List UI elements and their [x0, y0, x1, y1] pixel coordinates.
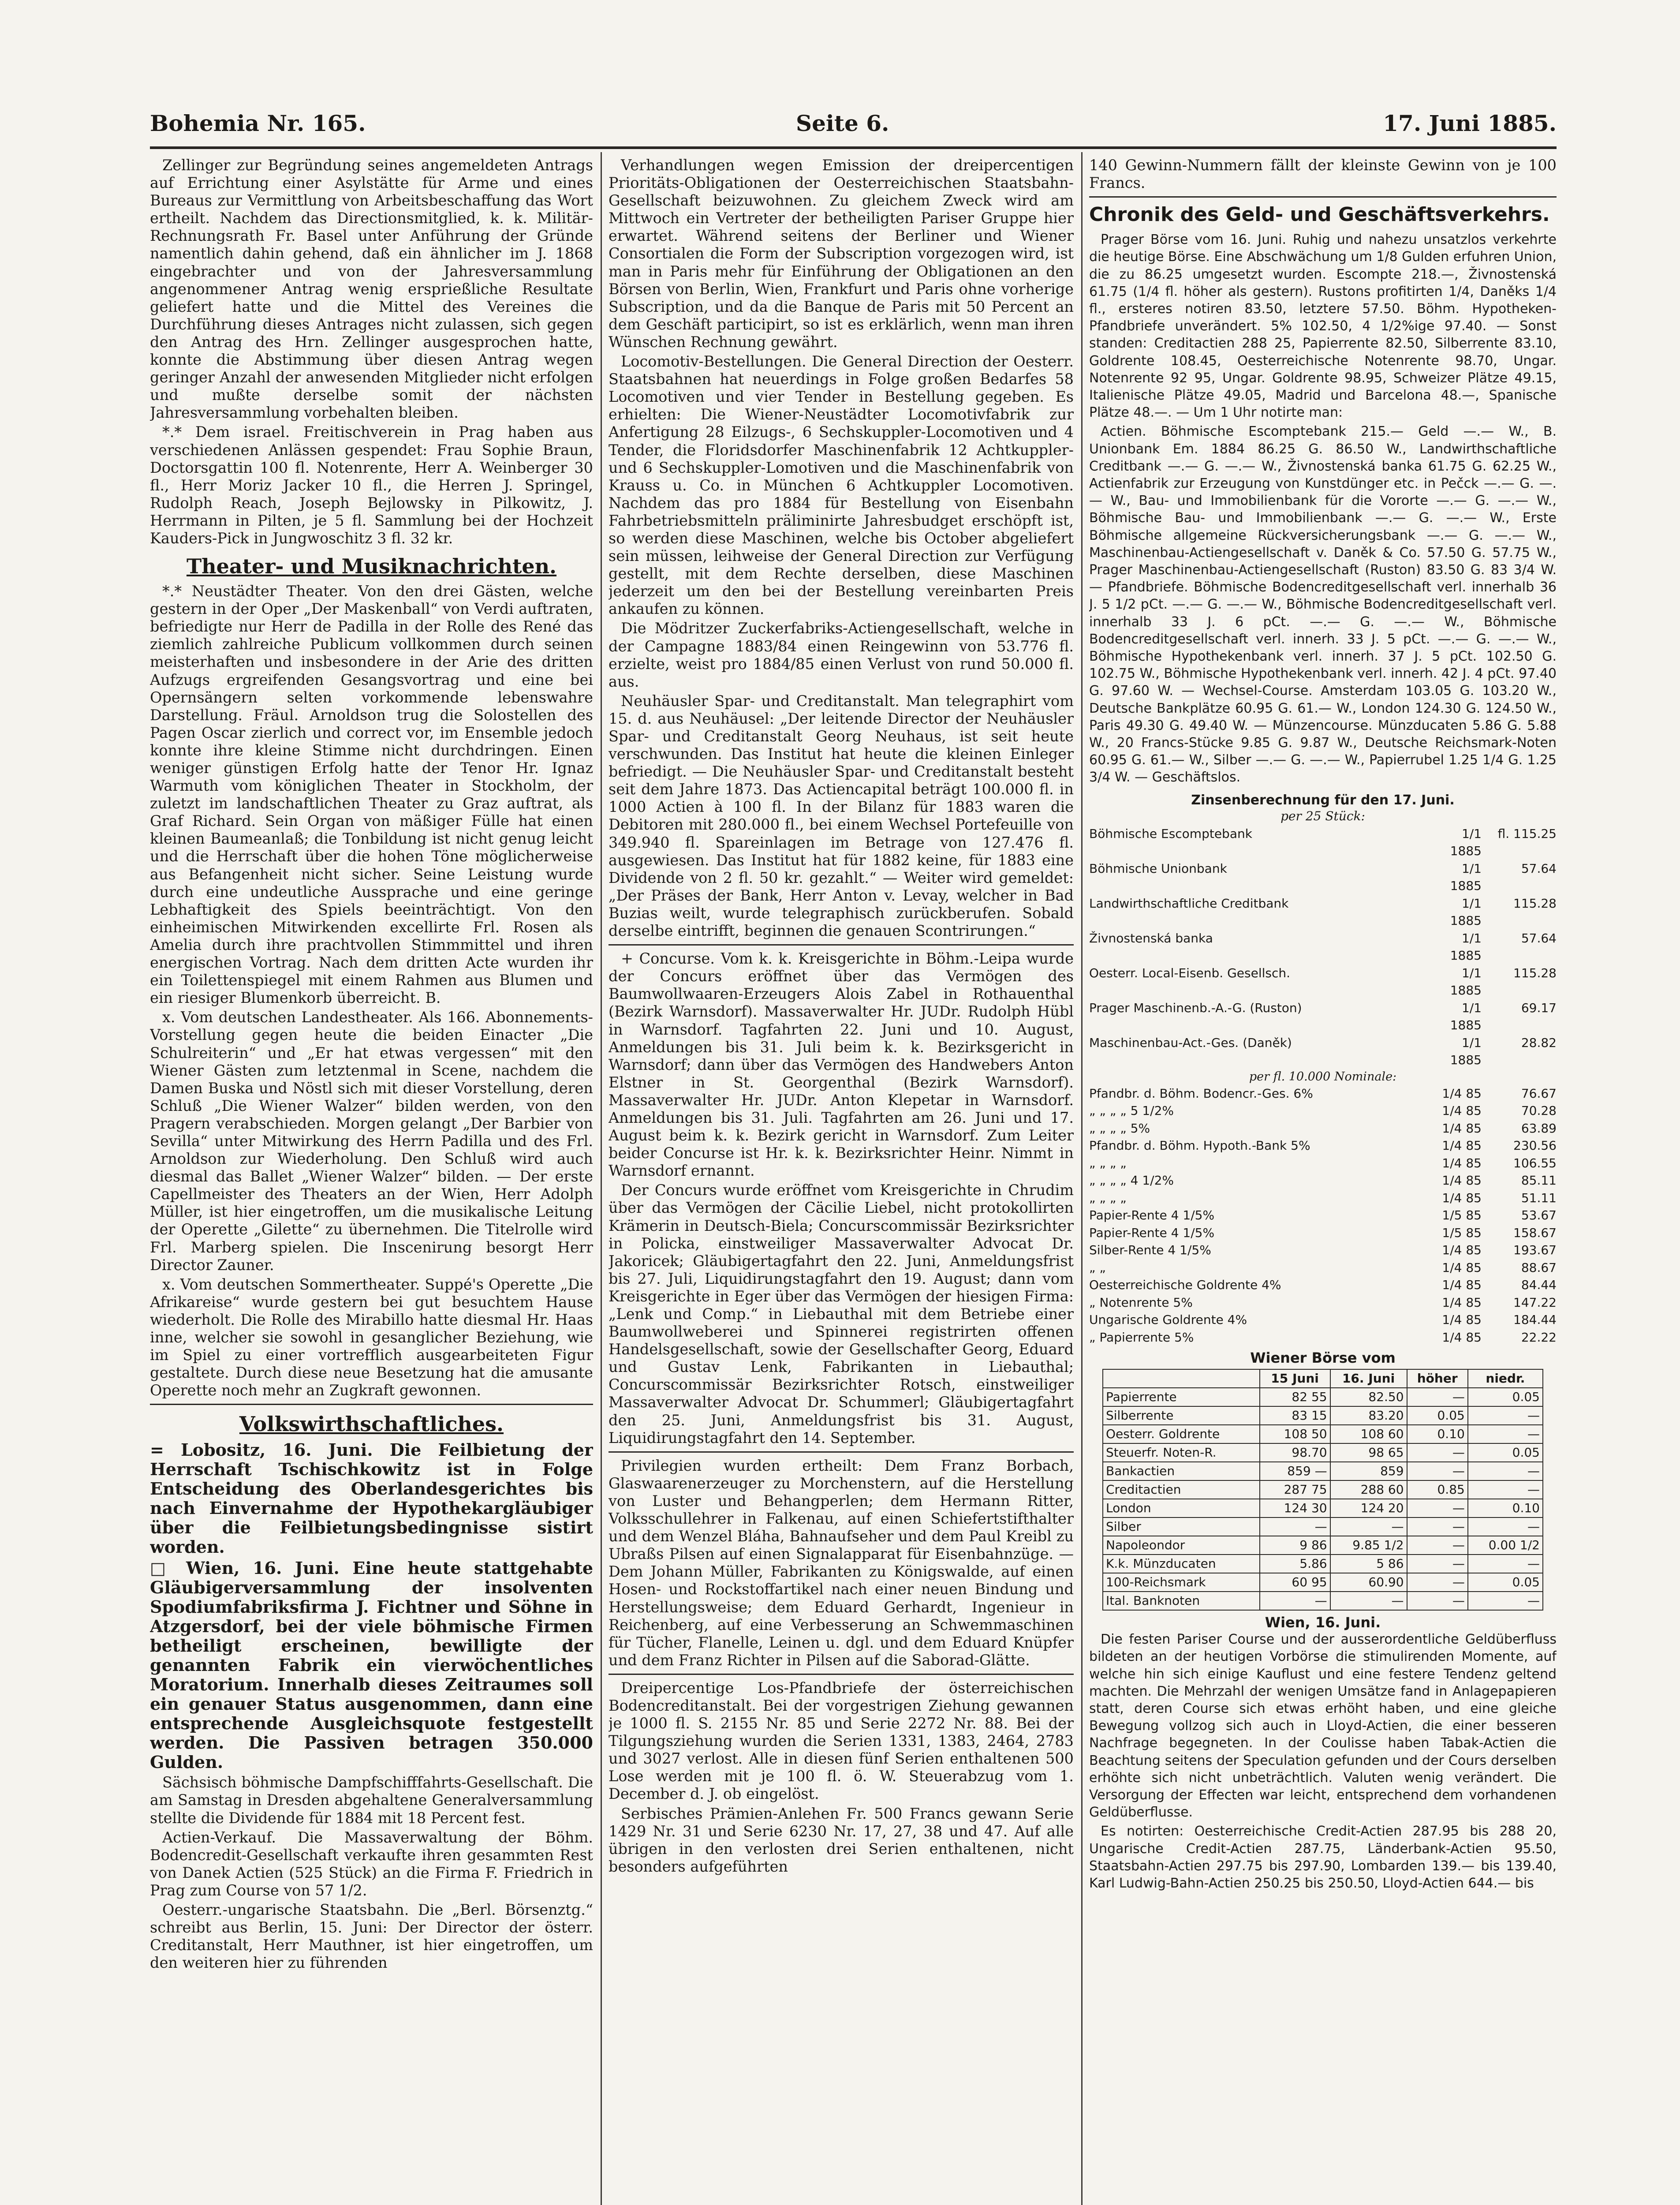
interest-value: 88.67	[1521, 1260, 1557, 1275]
table-cell: 0.00 1/2	[1468, 1536, 1543, 1555]
security-name: Böhmische Unionbank	[1089, 861, 1227, 876]
table-cell: 98.70	[1260, 1443, 1330, 1462]
interest-date: 1/5 85	[1442, 1225, 1482, 1240]
table-cell: 60.90	[1330, 1573, 1407, 1592]
table-cell: 82.50	[1330, 1388, 1407, 1406]
vienna-exchange-table	[1102, 1369, 1543, 1611]
table-cell: 9 86	[1260, 1536, 1330, 1555]
interest-row	[1089, 895, 1557, 930]
interest-value: 57.64	[1521, 861, 1557, 876]
security-name: Prager Maschinenb.-A.-G. (Ruston)	[1089, 1000, 1302, 1015]
table-row	[1103, 1443, 1543, 1462]
security-name: Oesterr. Goldrente	[1103, 1425, 1260, 1443]
interest-table	[1089, 825, 1557, 1069]
interest-row	[1089, 825, 1557, 860]
interest-row	[1089, 1172, 1557, 1189]
table-cell: —	[1407, 1555, 1468, 1573]
article-paragraph: + Concurse. Vom k. k. Kreisgerichte in Böhm.-Leipa wurde der Concurs eröffnet über das Vermögen des Baumwollwaaren-Erzeugers Alois Zabel in Rothauenthal (Bezirk Warnsdorf). Massaverwalter Hr. JUDr. Rudolph Hübl in Warnsdorf. Tagfahrten 22. Juni und 10. August, Anmeldungen bis 31. Juli beim k. k. Bezirksgericht in Warnsdorf; dann über das Vermögen des Handwebers Anton Elstner in St. Georgenthal (Bezirk Warnsdorf). Massaverwalter Hr. JUDr. Anton Klepetar in Warnsdorf. Anmeldungen bis 31. Juli. Tagfahrten am 26. Juni und 17. August beim k. k. Bezirk gericht in Warnsdorf. Zum Leiter beider Concurse ist Hr. k. k. Bezirksrichter Heinr. Nimmt in Warnsdorf ernannt.	[609, 950, 1074, 1180]
table-cell: —	[1260, 1592, 1330, 1610]
table-header: niedr.	[1468, 1369, 1543, 1388]
table-cell: —	[1260, 1517, 1330, 1536]
security-name: „ Notenrente 5%	[1089, 1295, 1193, 1310]
interest-value: 147.22	[1513, 1295, 1557, 1310]
table-header: höher	[1407, 1369, 1468, 1388]
security-name: „ „ „ „	[1089, 1155, 1127, 1170]
interest-row	[1089, 1155, 1557, 1172]
section-rule	[609, 1674, 1074, 1675]
table-cell: 0.10	[1468, 1499, 1543, 1517]
interest-date: 1/4 85	[1442, 1330, 1482, 1345]
interest-row	[1089, 1189, 1557, 1207]
table-row	[1103, 1573, 1543, 1592]
security-name: Papierrente	[1103, 1388, 1260, 1406]
article-paragraph: Sächsisch böhmische Dampfschifffahrts-Gesellschaft. Die am Samstag in Dresden abgehaltene Generalversammlung stellte die Dividende für 1884 mit 18 Percent fest.	[150, 1774, 593, 1827]
interest-value: 70.28	[1521, 1103, 1557, 1118]
security-name: Ungarische Goldrente 4%	[1089, 1312, 1247, 1327]
interest-row	[1089, 860, 1557, 895]
table-cell: —	[1468, 1425, 1543, 1443]
security-name: 100-Reichsmark	[1103, 1573, 1260, 1592]
table-cell: —	[1468, 1480, 1543, 1499]
table-cell: —	[1407, 1573, 1468, 1592]
section-title: Volkswirthschaftliches.	[239, 1412, 504, 1436]
interest-value: 184.44	[1513, 1312, 1557, 1327]
lottery-note: 140 Gewinn-Nummern fällt der kleinste Gewinn von je 100 Francs.	[1089, 157, 1557, 192]
prague-exchange-report	[1089, 231, 1557, 786]
article-paragraph: Serbisches Prämien-Anlehen Fr. 500 Francs gewann Serie 1429 Nr. 31 und Serie 6230 Nr. 17, 27, 38 und 47. Auf alle übrigen in den verlosten drei Serien enthaltenen, nicht besonders aufgeführten	[609, 1805, 1074, 1875]
table-cell: —	[1407, 1462, 1468, 1480]
interest-value: 84.44	[1521, 1278, 1557, 1293]
interest-value: 115.28	[1513, 965, 1557, 980]
table-cell: 0.05	[1468, 1443, 1543, 1462]
security-name: „ „ „ „	[1089, 1190, 1127, 1205]
interest-row	[1089, 999, 1557, 1034]
page-number: Seite 6.	[796, 110, 889, 136]
article-paragraph: Privilegien wurden ertheilt: Dem Franz Borbach, Glaswaarenerzeuger zu Morchenstern, auf die Herstellung von Luster und Behangperlen; dem Hermann Ritter, Volksschullehrer in Falkenau, auf einen Schiefertstifthalter und dem Wenzel Bláha, Bahnaufseher und dem Paul Kreibl zu Ubraßs Pilsen auf einen Signalapparat für Eisenbahnzüge. — Dem Johann Müller, Fabrikanten zu Königswalde, auf einen Hosen- und Rockstoffartikel nach einer neuen Bindung und Herstellungsweise; dem Eduard Gerhardt, Ingenieur in Reichenberg, auf eine Verbesserung an Schwemmaschinen für Tücher, Flanelle, Leinen u. dgl. und dem Eduard Knüpfer und dem Franz Richter in Pilsen auf die Saborad-Glätte.	[609, 1457, 1074, 1669]
interest-row	[1089, 1241, 1557, 1259]
interest-row	[1089, 1259, 1557, 1277]
table-cell: 0.10	[1407, 1425, 1468, 1443]
security-name: „ Papierrente 5%	[1089, 1330, 1194, 1345]
news-item: □ Wien, 16. Juni. Eine heute stattgehabte Gläubigerversammlung der insolventen Spodiumfabriksfirma J. Fichtner und Söhne in Atzgersdorf, bei der viele böhmische Firmen betheiligt erscheinen, bewilligte der genannten Fabrik ein vierwöchentliches Moratorium. Innerhalb dieses Zeitraumes soll ein genauer Status ausgenommen, dann eine entsprechende Ausgleichsquote festgestellt werden. Die Passiven betragen 350.000 Gulden.	[150, 1558, 593, 1772]
interest-date: 1/1 1885	[1450, 826, 1482, 859]
column-divider-2	[1081, 152, 1083, 2205]
table-cell: —	[1407, 1443, 1468, 1462]
table-cell: —	[1468, 1462, 1543, 1480]
interest-table-subtitle-2: per fl. 10.000 Nominale:	[1249, 1069, 1397, 1084]
security-name: Pfandbr. d. Böhm. Hypoth.-Bank 5%	[1089, 1138, 1310, 1153]
report-paragraph: Es notirten: Oesterreichische Credit-Actien 287.95 bis 288 20, Ungarische Credit-Actien 287.75, Länderbank-Actien 95.50, Staatsbahn-Actien 297.75 bis 297.90, Lombarden 139.— bis 139.40, Karl Ludwig-Bahn-Actien 250.25 bis 250.50, Lloyd-Actien 644.— bis	[1089, 1824, 1557, 1891]
article-paragraph: Actien-Verkauf. Die Massaverwaltung der Böhm. Bodencredit-Gesellschaft verkaufte ihren gesammten Rest von Danek Actien (525 Stück) an die Firma F. Friedrich in Prag zum Course von 57 1/2.	[150, 1828, 593, 1899]
table-cell: 124 20	[1330, 1499, 1407, 1517]
security-name: Ital. Banknoten	[1103, 1592, 1260, 1610]
table-cell: —	[1407, 1499, 1468, 1517]
interest-row	[1089, 1102, 1557, 1120]
interest-value: 158.67	[1513, 1225, 1557, 1240]
article-paragraph: x. Vom deutschen Landestheater. Als 166. Abonnements-Vorstellung gegen heute die beiden Einacter „Die Schulreiterin“ und „Er hat etwas vergessen“ mit den Wiener Gästen zum letztenmal in Scene, nachdem die Damen Buska und Nöstl sich mit dieser Vorstellung, deren Schluß „Die Wiener Walzer“ bilden werden, von den Pragern verabschieden. Morgen gelangt „Der Barbier von Sevilla“ unter Mitwirkung des Herrn Padilla und des Frl. Arnoldson zur Wiederholung. Den Schluß wird auch diesmal das Ballet „Wiener Walzer“ bilden. — Der erste Capellmeister des Theaters an der Wien, Herr Adolph Müller, ist hier eingetroffen, um die musikalische Leitung der Operette „Gilette“ zu übernehmen. Die Titelrolle wird Frl. Marberg spielen. Die Inscenirung besorgt Herr Director Zauner.	[150, 1009, 593, 1274]
table-row	[1103, 1536, 1543, 1555]
table-header: 16. Juni	[1330, 1369, 1407, 1388]
article-paragraph: *.* Dem israel. Freitischverein in Prag haben aus verschiedenen Anlässen gespendet: Frau Sophie Braun, Doctorsgattin 100 fl. Notenrente, Herr A. Weinberger 30 fl., Herr Moriz Jacker 10 fl., die Herren J. Springel, Rudolph Reach, Joseph Bejlowsky in Pilkowitz, J. Herrmann in Pilten, je 5 fl. Sammlung bei der Hochzeit Kauders-Pick in Jungwoschitz 3 fl. 32 kr.	[150, 423, 593, 547]
security-name: Napoleondor	[1103, 1536, 1260, 1555]
interest-value: 51.11	[1521, 1190, 1557, 1205]
interest-value: 22.22	[1521, 1330, 1557, 1345]
article-paragraph: x. Vom deutschen Sommertheater. Suppé's Operette „Die Afrikareise“ wurde gestern bei gut besuchtem Hause wiederholt. Die Rolle des Mirabillo hatte diesmal Hr. Haas inne, welcher sie sowohl in gesanglicher Beziehung, wie im Spiel zu einer vortrefflich ausgearbeiteten Figur gestaltete. Durch diese neue Besetzung hat die amusante Operette noch mehr an Zugkraft gewonnen.	[150, 1275, 593, 1399]
table-cell: 108 50	[1260, 1425, 1330, 1443]
section-title: Theater- und Musiknachrichten.	[186, 554, 557, 579]
interest-row	[1089, 1137, 1557, 1155]
column-1	[150, 157, 593, 2205]
interest-date: 1/4 85	[1442, 1155, 1482, 1170]
column-divider-1	[601, 152, 602, 2205]
table-cell: —	[1330, 1517, 1407, 1536]
table-cell: 98 65	[1330, 1443, 1407, 1462]
table-cell: —	[1468, 1592, 1543, 1610]
table-row	[1103, 1406, 1543, 1425]
security-name: Steuerfr. Noten-R.	[1103, 1443, 1260, 1462]
table-cell: 288 60	[1330, 1480, 1407, 1499]
article-paragraph: Der Concurs wurde eröffnet vom Kreisgerichte in Chrudim über das Vermögen der Cäcilie Liebel, nicht protokollirten Krämerin in Deutsch-Biela; Concurscommissär Bezirksrichter in Policka, einstweiliger Massaverwalter Advocat Dr. Jakoricek; Gläubigertagfahrt den 22. Juni, Anmeldungsfrist bis 27. Juli, Liquidirungstagfahrt den 19. August; dann vom Kreisgerichte in Eger über das Vermögen der hiesigen Firma: „Lenk und Comp.“ in Liebauthal mit dem Betriebe einer Baumwollweberei und Spinnerei registrirten offenen Handelsgesellschaft, sowie der Gesellschafter Georg, Eduard und Gustav Lenk, Fabrikanten in Liebauthal; Concurscommissär Bezirksrichter Rotsch, einstweiliger Massaverwalter Advocat Dr. Schummerl; Gläubigertagfahrt den 25. Juni, Anmeldungsfrist bis 31. August, Liquidirungstagfahrt den 14. September.	[609, 1181, 1074, 1446]
security-name: Pfandbr. d. Böhm. Bodencr.-Ges. 6%	[1089, 1086, 1313, 1101]
interest-value: 230.56	[1513, 1138, 1557, 1153]
interest-value: 28.82	[1521, 1035, 1557, 1050]
table-cell: 859 —	[1260, 1462, 1330, 1480]
table-row	[1103, 1425, 1543, 1443]
interest-row	[1089, 1311, 1557, 1329]
vienna-report	[1089, 1631, 1557, 1892]
vienna-report-title: Wien, 16. Juni.	[1265, 1614, 1381, 1631]
table-cell: 83.20	[1330, 1406, 1407, 1425]
interest-value: 106.55	[1513, 1155, 1557, 1170]
interest-date: 1/4 85	[1442, 1173, 1482, 1188]
security-name: „ „	[1089, 1260, 1106, 1275]
interest-date: 1/4 85	[1442, 1295, 1482, 1310]
security-name: Papier-Rente 4 1/5%	[1089, 1208, 1215, 1223]
interest-row	[1089, 1120, 1557, 1137]
article-paragraph: Verhandlungen wegen Emission der dreipercentigen Prioritäts-Obligationen der Oesterreichischen Staatsbahn-Gesellschaft beizuwohnen. Zu gleichem Zweck wird am Mittwoch ein Vertreter der betheiligten Pariser Gruppe hier erwartet. Während seitens der Berliner und Wiener Consortialen die Form der Subscription vorgezogen wird, ist man in Paris mehr für Einführung der Obligationen an den Börsen von Berlin, Wien, Frankfurt und Paris ohne vorherige Subscription, und da die Banque de Paris mit 50 Percent an dem Geschäft participirt, so ist es erklärlich, wenn man ihren Wünschen Rechnung gewährt.	[609, 157, 1074, 351]
table-row	[1103, 1555, 1543, 1573]
table-cell: 83 15	[1260, 1406, 1330, 1425]
interest-date: 1/1 1885	[1450, 896, 1482, 928]
table-cell: —	[1407, 1536, 1468, 1555]
interest-date: 1/4 85	[1442, 1103, 1482, 1118]
interest-date: 1/4 85	[1442, 1190, 1482, 1205]
interest-row	[1089, 1207, 1557, 1224]
table-cell: 5 86	[1330, 1555, 1407, 1573]
security-name: K.k. Münzducaten	[1103, 1555, 1260, 1573]
security-name: Oesterr. Local-Eisenb. Gesellsch.	[1089, 965, 1291, 980]
section-title-chronik: Chronik des Geld- und Geschäftsverkehrs.	[1089, 203, 1550, 226]
table-cell: —	[1468, 1406, 1543, 1425]
interest-table-title: Zinsenberechnung für den 17. Juni.	[1191, 792, 1455, 808]
table-cell: —	[1330, 1592, 1407, 1610]
table-row	[1103, 1592, 1543, 1610]
interest-date: 1/5 85	[1442, 1208, 1482, 1223]
article-paragraph: Locomotiv-Bestellungen. Die General Direction der Oesterr. Staatsbahnen hat neuerdings in Folge großen Bedarfes 58 Locomotiven und vier Tender in Bestellung gegeben. Es erhielten: Die Wiener-Neustädter Locomotivfabrik zur Anfertigung 28 Eilzugs-, 6 Sechskuppler-Locomotiven und 4 Tender, die Floridsdorfer Maschinenfabrik 12 Achtkuppler- und 6 Sechskuppler-Lomotiven und die Maschinenfabrik von Krauss u. Co. in München 6 Achtkuppler Locomotiven. Nachdem das pro 1884 für Bestellung von Eisenbahn Fahrbetriebsmitteln präliminirte Jahresbudget erschöpft ist, so werden diese Maschinen, welche bis October abgeliefert sein müssen, leihweise der General Direction zur Verfügung gestellt, mit dem Rechte derselben, diese Maschinen jederzeit um den bei der Bestellung vereinbarten Preis ankaufen zu können.	[609, 353, 1074, 618]
interest-row	[1089, 1294, 1557, 1312]
security-name: Oesterreichische Goldrente 4%	[1089, 1278, 1281, 1293]
table-cell: —	[1407, 1388, 1468, 1406]
security-name: Silber-Rente 4 1/5%	[1089, 1243, 1211, 1258]
section-rule	[609, 1451, 1074, 1453]
report-paragraph: Die festen Pariser Course und der ausserordentliche Geldüberfluss bildeten an der heutigen Vorbörse die stimulirenden Momente, auf welche hin sich einige Kauflust und eine festere Tendenz geltend machten. Die Mehrzahl der wenigen Umsätze fand in Anlagepapieren statt, deren Course sich etwas erhöht haben, und eine gleiche Bewegung vollzog sich auch in Lloyd-Actien, die einer besseren Nachfrage begegneten. In der Coulisse haben Tabak-Actien die Beachtung seitens der Speculation gefunden und der Cours derselben erhöhte sich nicht unbeträchtlich. Valuten wenig verändert. Die Versorgung der Effecten war leicht, entsprechend dem vorhandenen Geldüberflusse.	[1089, 1632, 1557, 1820]
table-cell: 287 75	[1260, 1480, 1330, 1499]
table-row	[1103, 1480, 1543, 1499]
interest-value: 63.89	[1521, 1121, 1557, 1136]
article-paragraph: Oesterr.-ungarische Staatsbahn. Die „Berl. Börsenztg.“ schreibt aus Berlin, 15. Juni: Der Director der österr. Creditanstalt, Herr Mauthner, ist hier eingetroffen, um den weiteren hier zu führenden	[150, 1901, 593, 1972]
table-row	[1103, 1517, 1543, 1536]
table-cell: 82 55	[1260, 1388, 1330, 1406]
interest-date: 1/4 85	[1442, 1278, 1482, 1293]
interest-row	[1089, 1085, 1557, 1102]
security-name: Silberrente	[1103, 1406, 1260, 1425]
column-3	[1089, 157, 1557, 2205]
table-cell: 0.05	[1407, 1406, 1468, 1425]
security-name: Maschinenbau-Act.-Ges. (Daněk)	[1089, 1035, 1292, 1050]
exchange-paragraph: Prager Börse vom 16. Juni. Ruhig und nahezu unsatzlos verkehrte die heutige Börse. Eine Abschwächung um 1/8 Gulden erfuhren Union, die zu 86.25 umgesetzt wurden. Escompte 218.—, Živnostenská 61.75 (1/4 fl. höher als gestern). Rustons profitirten 1/4, Daněks 1/4 fl., ersteres notiren 83.50, letztere 57.50. Böhm. Hypotheken-Pfandbriefe unverändert. 5% 102.50, 4 1/2%ige 97.40. — Sonst standen: Creditactien 288 25, Papierrente 82.50, Silberrente 83.10, Goldrente 108.45, Oesterreichische Notenrente 98.70, Ungar. Notenrente 92 95, Ungar. Goldrente 98.95, Schweizer Plätze 49.15, Italienische Plätze 49.05, Madrid und Barcelona 48.—, Spanische Plätze 48.—. — Um 1 Uhr notirte man:	[1089, 232, 1557, 421]
interest-row	[1089, 964, 1557, 999]
vienna-exchange-title: Wiener Börse vom	[1250, 1349, 1396, 1367]
interest-row	[1089, 930, 1557, 964]
table-cell: 124 30	[1260, 1499, 1330, 1517]
article-paragraph: Dreipercentige Los-Pfandbriefe der österreichischen Bodencreditanstalt. Bei der vorgestrigen Ziehung gewannen je 1000 fl. S. 2155 Nr. 85 und Serie 2272 Nr. 88. Bei der Tilgungsziehung wurden die Serien 1331, 1383, 2464, 2783 und 3027 verlost. Alle in diesen fünf Serien enthaltenen 500 Lose werden mit je 100 fl. ö. W. Steuerabzug vom 1. December d. J. ob eingelöst.	[609, 1679, 1074, 1803]
security-name: Landwirthschaftliche Creditbank	[1089, 896, 1289, 911]
interest-table-subtitle: per 25 Stück:	[1281, 808, 1365, 823]
security-name: „ „ „ „ 5%	[1089, 1121, 1150, 1136]
table-cell: 108 60	[1330, 1425, 1407, 1443]
interest-value: fl. 115.25	[1497, 826, 1557, 841]
interest-date: 1/1 1885	[1450, 931, 1482, 963]
issue-date: 17. Juni 1885.	[1383, 110, 1557, 136]
page-header	[150, 110, 1557, 146]
security-name: Bankactien	[1103, 1462, 1260, 1480]
security-name: „ „ „ „ 5 1/2%	[1089, 1103, 1174, 1118]
table-cell: 0.85	[1407, 1480, 1468, 1499]
table-header	[1103, 1369, 1260, 1388]
table-row	[1103, 1499, 1543, 1517]
header-rule	[150, 146, 1557, 149]
article-paragraph: *.* Neustädter Theater. Von den drei Gästen, welche gestern in der Oper „Der Maskenball“ von Verdi auftraten, befriedigte nur Herr de Padilla in der Rolle des René das ziemlich zahlreiche Publicum vollkommen durch seinen meisterhaften und insbesondere in der Arie des dritten Aufzugs ergreifenden Gesangsvortrag und eine bei Opernsängern selten vorkommende lebenswahre Darstellung. Fräul. Arnoldson trug die Solostellen des Pagen Oscar zierlich und correct vor, im Ensemble jedoch konnte ihre kleine Stimme nicht durchdringen. Einen weniger günstigen Erfolg hatte der Tenor Hr. Ignaz Warmuth vom königlichen Theater in Stockholm, der zuletzt im landschaftlichen Theater zu Graz auftrat, als Graf Richard. Sein Organ von mäßiger Fülle hat einen kleinen Baumeanlaß; die Tonbildung ist nicht genug leicht und die Herrschaft über die hohen Töne möglicherweise aus Befangenheit nicht sicher. Seine Leistung wurde durch eine undeutliche Aussprache und eine geringe Lebhaftigkeit des Spiels beeinträchtigt. Von den einheimischen Mitwirkenden excellirte Frl. Rosen als Amelia durch ihre prachtvollen Stimmmittel und ihren energischen Vortrag. Nach dem dritten Acte wurden ihr ein Toilettenspiegel mit einem Rahmen aus Blumen und ein riesiger Blumenkorb überreicht. B.	[150, 583, 593, 1007]
table-cell: 9.85 1/2	[1330, 1536, 1407, 1555]
column-2	[609, 157, 1074, 2205]
interest-value: 193.67	[1513, 1243, 1557, 1258]
table-header: 15 Juni	[1260, 1369, 1330, 1388]
interest-row	[1089, 1224, 1557, 1242]
interest-date: 1/1 1885	[1450, 965, 1482, 998]
security-name: „ „ „ „ 4 1/2%	[1089, 1173, 1174, 1188]
section-rule	[1089, 196, 1557, 198]
section-rule	[150, 1404, 593, 1405]
interest-date: 1/4 85	[1442, 1138, 1482, 1153]
interest-row	[1089, 1329, 1557, 1346]
interest-value: 69.17	[1521, 1000, 1557, 1015]
interest-date: 1/1 1885	[1450, 861, 1482, 893]
interest-date: 1/4 85	[1442, 1121, 1482, 1136]
interest-date: 1/1 1885	[1450, 1035, 1482, 1068]
interest-row	[1089, 1276, 1557, 1294]
interest-value: 53.67	[1521, 1208, 1557, 1223]
interest-value: 76.67	[1521, 1086, 1557, 1101]
article-paragraph: Die Mödritzer Zuckerfabriks-Actiengesellschaft, welche in der Campagne 1883/84 einen Reingewinn von 53.776 fl. erzielte, weist pro 1884/85 einen Verlust von rund 50.000 fl. aus.	[609, 620, 1074, 690]
interest-row	[1089, 1034, 1557, 1069]
news-item: = Lobositz, 16. Juni. Die Feilbietung der Herrschaft Tschischkowitz ist in Folge Entscheidung des Oberlandesgerichtes bis nach Einvernahme der Hypothekargläubiger über die Feilbietungsbedingnisse sistirt worden.	[150, 1440, 593, 1557]
section-rule	[609, 944, 1074, 946]
security-name: Papier-Rente 4 1/5%	[1089, 1225, 1215, 1240]
table-cell: 5.86	[1260, 1555, 1330, 1573]
interest-value: 115.28	[1513, 896, 1557, 911]
article-paragraph: Neuhäusler Spar- und Creditanstalt. Man telegraphirt vom 15. d. aus Neuhäusel: „Der leitende Director der Neuhäusler Spar- und Creditanstalt Georg Neuhaus, ist seit heute verschwunden. Das Institut hat heute die kleinen Einleger befriedigt. — Die Neuhäusler Spar- und Creditanstalt besteht seit dem Jahre 1873. Das Actiencapital beträgt 100.000 fl. in 1000 Actien à 100 fl. In der Bilanz für 1883 waren die Debitoren mit 280.000 fl., bei einem Wechsel Portefeuille von 349.940 fl. Spareinlagen im Betrage von 127.476 fl. ausgewiesen. Das Institut hat für 1882 keine, für 1883 eine Dividende von 2 fl. 50 kr. gezahlt.“ — Weiter wird gemeldet: „Der Präses der Bank, Herr Anton v. Levay, welcher in Bad Buzias weilt, wurde telegraphisch zurückberufen. Sobald derselbe eintrifft, beginnen die genauen Scontrirungen.“	[609, 692, 1074, 940]
table-cell: —	[1468, 1517, 1543, 1536]
interest-date: 1/4 85	[1442, 1260, 1482, 1275]
table-row	[1103, 1462, 1543, 1480]
table-cell: —	[1407, 1517, 1468, 1536]
table-cell: —	[1407, 1592, 1468, 1610]
security-name: Böhmische Escomptebank	[1089, 826, 1252, 841]
interest-table-2	[1089, 1085, 1557, 1346]
interest-value: 85.11	[1521, 1173, 1557, 1188]
security-name: Živnostenská banka	[1089, 931, 1213, 946]
table-cell: 60 95	[1260, 1573, 1330, 1592]
interest-date: 1/4 85	[1442, 1086, 1482, 1101]
table-cell: 859	[1330, 1462, 1407, 1480]
interest-date: 1/1 1885	[1450, 1000, 1482, 1033]
article-paragraph: Zellinger zur Begründung seines angemeldeten Antrags auf Errichtung einer Asylstätte für Arme und eines Bureaus zur Vermittlung von Arbeitsbeschaffung das Wort ertheilt. Nachdem das Directionsmitglied, k. k. Militär-Rechnungsrath Fr. Basel unter Anführung der Gründe namentlich dahin gehend, daß ein ähnlicher im J. 1868 eingebrachter und von der Jahresversammlung angenommener Antrag wenig ersprießliche Resultate geliefert hatte und die Mittel des Vereines die Durchführung dieses Antrages nicht zulassen, sich gegen den Antrag des Hrn. Zellinger ausgesprochen hatte, konnte die Abstimmung über diesen Antrag wegen geringer Anzahl der anwesenden Mitglieder nicht erfolgen und mußte derselbe somit der nächsten Jahresversammlung vorbehalten bleiben.	[150, 157, 593, 422]
paper-name: Bohemia Nr. 165.	[150, 110, 366, 136]
table-cell: —	[1468, 1555, 1543, 1573]
table-cell: 0.05	[1468, 1388, 1543, 1406]
table-cell: 0.05	[1468, 1573, 1543, 1592]
security-name: Creditactien	[1103, 1480, 1260, 1499]
security-name: Silber	[1103, 1517, 1260, 1536]
interest-date: 1/4 85	[1442, 1312, 1482, 1327]
security-name: London	[1103, 1499, 1260, 1517]
interest-date: 1/4 85	[1442, 1243, 1482, 1258]
interest-value: 57.64	[1521, 931, 1557, 946]
exchange-paragraph: Actien. Böhmische Escomptebank 215.— Geld —.— W., B. Unionbank Em. 1884 86.25 G. 86.50 W., Landwirthschaftliche Creditbank —.— G. —.— W., Živnostenská banka 61.75 G. 62.25 W., Actienfabrik zur Erzeugung von Kunstdünger etc. in Pečck —.— G. —.— W., Bau- und Immobilienbank für die Vororte —.— G. —.— W., Böhmische Bau- und Immobilienbank —.— G. —.— W., Erste Böhmische allgemeine Rückversicherungsbank —.— G. —.— W., Maschinenbau-Actiengesellschaft v. Daněk & Co. 57.50 G. 57.75 W., Prager Maschinenbau-Actiengesellschaft (Ruston) 83.50 G. 83 3/4 W. — Pfandbriefe. Böhmische Bodencreditgesellschaft verl. innerhalb 36 J. 5 1/2 pCt. —.— G. —.— W., Böhmische Bodencreditgesellschaft verl. innerhalb 33 J. 6 pCt. —.— G. —.— W., Böhmische Bodencreditgesellschaft verl. innerh. 33 J. 5 pCt. —.— G. —.— W., Böhmische Hypothekenbank verl. innerh. 37 J. 5 pCt. 102.50 G. 102.75 W., Böhmische Hypothekenbank verl. innerh. 42 J. 4 pCt. 97.40 G. 97.60 W. — Wechsel-Course. Amsterdam 103.05 G. 103.20 W., Deutsche Bankplätze 60.95 G. 61.— W., London 124.30 G. 124.50 W., Paris 49.30 G. 49.40 W. — Münzencourse. Münzducaten 5.86 G. 5.88 W., 20 Francs-Stücke 9.85 G. 9.87 W., Deutsche Reichsmark-Noten 60.95 G. 61.— W., Silber —.— G. —.— W., Papierrubel 1.25 1/4 G. 1.25 3/4 W. — Geschäftslos.	[1089, 424, 1557, 785]
table-row	[1103, 1388, 1543, 1406]
